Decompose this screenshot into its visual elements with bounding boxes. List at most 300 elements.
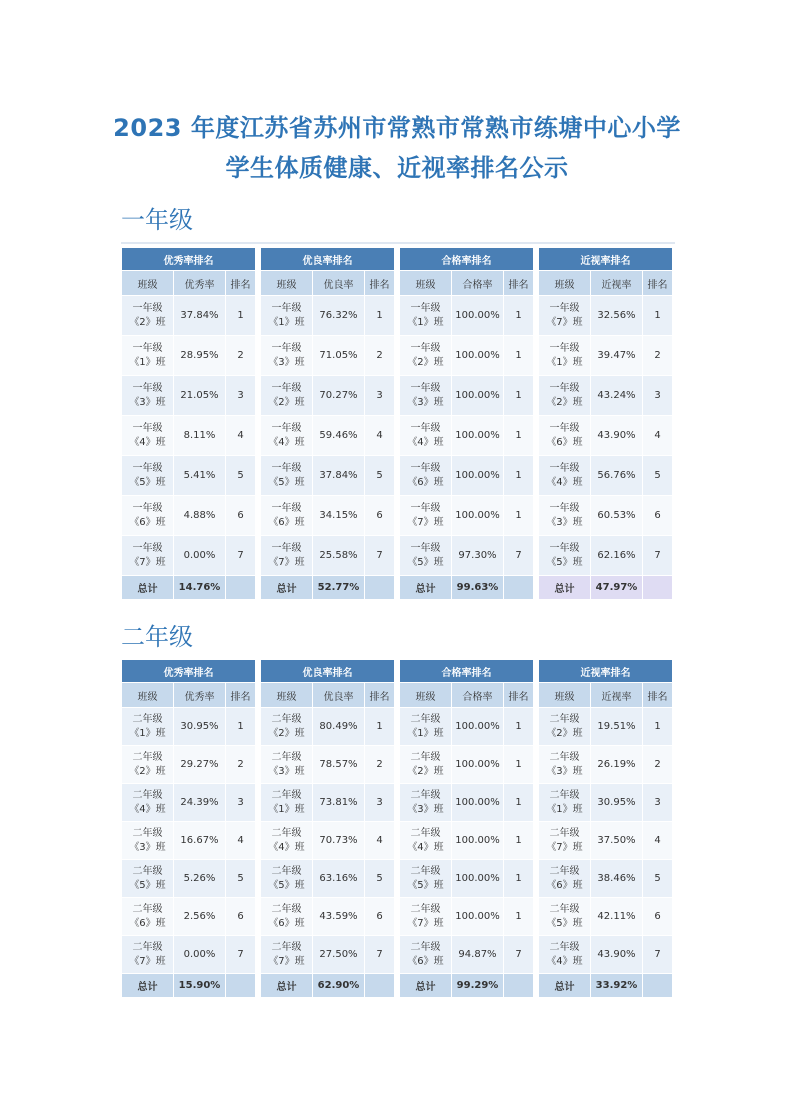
rank-cell: 1 [226, 708, 256, 746]
table-caption: 合格率排名 [400, 660, 534, 683]
table-row [400, 898, 534, 936]
rate-cell: 100.00% [452, 296, 504, 336]
page-title-line2: 学生体质健康、近视率排名公示 [225, 154, 569, 182]
class-cell: 二年级 《3》班 [122, 822, 174, 860]
total-empty [226, 576, 256, 600]
class-cell: 二年级 《4》班 [122, 784, 174, 822]
table-row [122, 416, 256, 456]
rank-cell: 1 [504, 784, 534, 822]
rank-cell: 2 [643, 746, 673, 784]
table-caption: 合格率排名 [400, 248, 534, 271]
total-row [539, 576, 673, 600]
class-cell: 一年级 《4》班 [122, 416, 174, 456]
rate-cell: 16.67% [174, 822, 226, 860]
rank-cell: 6 [643, 496, 673, 536]
table-row [400, 296, 534, 336]
class-cell: 一年级 《2》班 [122, 296, 174, 336]
table-row [400, 336, 534, 376]
rank-cell: 1 [643, 708, 673, 746]
rate-cell: 19.51% [591, 708, 643, 746]
class-cell: 二年级 《6》班 [122, 898, 174, 936]
rank-cell: 1 [504, 296, 534, 336]
class-cell: 一年级 《4》班 [400, 416, 452, 456]
table-caption: 优良率排名 [261, 660, 395, 683]
rank-table [260, 247, 395, 600]
rank-cell: 7 [226, 536, 256, 576]
total-empty [643, 974, 673, 998]
rate-cell: 100.00% [452, 746, 504, 784]
table-row [400, 936, 534, 974]
rate-cell: 8.11% [174, 416, 226, 456]
total-label: 总计 [539, 974, 591, 998]
class-cell: 一年级 《2》班 [400, 336, 452, 376]
rank-cell: 7 [365, 936, 395, 974]
rate-cell: 4.88% [174, 496, 226, 536]
class-cell: 一年级 《3》班 [261, 336, 313, 376]
class-cell: 二年级 《7》班 [400, 898, 452, 936]
total-label: 总计 [261, 576, 313, 600]
rank-cell: 7 [504, 936, 534, 974]
rank-cell: 7 [226, 936, 256, 974]
rate-cell: 100.00% [452, 496, 504, 536]
total-value: 47.97% [591, 576, 643, 600]
column-header: 班级 [400, 271, 452, 296]
rate-cell: 100.00% [452, 822, 504, 860]
class-cell: 二年级 《1》班 [261, 784, 313, 822]
rank-table [121, 247, 256, 600]
rate-cell: 70.27% [313, 376, 365, 416]
total-label: 总计 [400, 974, 452, 998]
class-cell: 二年级 《5》班 [539, 898, 591, 936]
total-value: 15.90% [174, 974, 226, 998]
grade-2-tables [121, 659, 675, 999]
class-cell: 一年级 《2》班 [261, 376, 313, 416]
rank-table [538, 659, 673, 998]
rank-cell: 1 [504, 860, 534, 898]
rank-cell: 4 [365, 822, 395, 860]
rank-cell: 1 [504, 746, 534, 784]
table-row [539, 746, 673, 784]
table-row [122, 336, 256, 376]
rank-cell: 5 [226, 860, 256, 898]
class-cell: 二年级 《1》班 [400, 708, 452, 746]
table-row [539, 708, 673, 746]
rate-cell: 2.56% [174, 898, 226, 936]
rank-cell: 1 [226, 296, 256, 336]
table-row [261, 336, 395, 376]
column-header: 优秀率 [174, 683, 226, 708]
rank-cell: 6 [365, 898, 395, 936]
column-header: 排名 [226, 683, 256, 708]
table-row [261, 784, 395, 822]
table-row [122, 784, 256, 822]
rank-cell: 5 [643, 456, 673, 496]
rank-table [121, 659, 256, 998]
column-header: 排名 [643, 271, 673, 296]
class-cell: 二年级 《6》班 [539, 860, 591, 898]
total-empty [643, 576, 673, 600]
rate-cell: 43.59% [313, 898, 365, 936]
rate-cell: 0.00% [174, 936, 226, 974]
class-cell: 二年级 《4》班 [400, 822, 452, 860]
table-row [539, 860, 673, 898]
total-label: 总计 [122, 974, 174, 998]
rate-cell: 100.00% [452, 898, 504, 936]
column-header: 班级 [261, 271, 313, 296]
rate-cell: 28.95% [174, 336, 226, 376]
rank-cell: 7 [504, 536, 534, 576]
table-row [400, 496, 534, 536]
table-row [122, 496, 256, 536]
rank-cell: 7 [643, 536, 673, 576]
column-header: 排名 [365, 271, 395, 296]
table-row [261, 496, 395, 536]
total-label: 总计 [261, 974, 313, 998]
table-caption: 优秀率排名 [122, 660, 256, 683]
class-cell: 一年级 《6》班 [400, 456, 452, 496]
rate-cell: 56.76% [591, 456, 643, 496]
column-header: 班级 [539, 271, 591, 296]
class-cell: 二年级 《2》班 [122, 746, 174, 784]
class-cell: 二年级 《5》班 [122, 860, 174, 898]
rate-cell: 60.53% [591, 496, 643, 536]
rank-table [538, 247, 673, 600]
rank-cell: 3 [226, 784, 256, 822]
rate-cell: 42.11% [591, 898, 643, 936]
table-row [122, 296, 256, 336]
rate-cell: 27.50% [313, 936, 365, 974]
rank-cell: 4 [643, 416, 673, 456]
table-caption: 优秀率排名 [122, 248, 256, 271]
column-header: 优秀率 [174, 271, 226, 296]
class-cell: 二年级 《2》班 [539, 708, 591, 746]
rate-cell: 100.00% [452, 708, 504, 746]
column-header: 近视率 [591, 271, 643, 296]
table-row [122, 860, 256, 898]
column-header: 排名 [643, 683, 673, 708]
class-cell: 一年级 《5》班 [400, 536, 452, 576]
table-row [261, 536, 395, 576]
column-header: 合格率 [452, 683, 504, 708]
rate-cell: 78.57% [313, 746, 365, 784]
rate-cell: 29.27% [174, 746, 226, 784]
rate-cell: 39.47% [591, 336, 643, 376]
total-value: 99.29% [452, 974, 504, 998]
class-cell: 一年级 《6》班 [261, 496, 313, 536]
rank-cell: 3 [643, 784, 673, 822]
table-row [261, 376, 395, 416]
rank-cell: 2 [226, 336, 256, 376]
class-cell: 一年级 《1》班 [400, 296, 452, 336]
table-row [539, 496, 673, 536]
column-header: 排名 [504, 683, 534, 708]
class-cell: 一年级 《6》班 [539, 416, 591, 456]
column-header: 优良率 [313, 683, 365, 708]
column-header: 排名 [504, 271, 534, 296]
rate-cell: 63.16% [313, 860, 365, 898]
table-row [261, 898, 395, 936]
rate-cell: 80.49% [313, 708, 365, 746]
rank-cell: 1 [504, 496, 534, 536]
table-row [539, 416, 673, 456]
grade-heading-1: 一年级 [121, 206, 193, 234]
rank-cell: 6 [643, 898, 673, 936]
total-row [539, 974, 673, 998]
rate-cell: 25.58% [313, 536, 365, 576]
rate-cell: 37.84% [313, 456, 365, 496]
class-cell: 二年级 《3》班 [539, 746, 591, 784]
total-empty [365, 576, 395, 600]
rank-cell: 6 [226, 496, 256, 536]
table-row [122, 536, 256, 576]
rate-cell: 24.39% [174, 784, 226, 822]
rank-table [260, 659, 395, 998]
table-row [400, 860, 534, 898]
class-cell: 一年级 《7》班 [261, 536, 313, 576]
rank-cell: 1 [504, 336, 534, 376]
table-row [122, 898, 256, 936]
total-row [122, 576, 256, 600]
total-row [261, 576, 395, 600]
column-header: 排名 [226, 271, 256, 296]
table-row [261, 936, 395, 974]
rank-cell: 5 [643, 860, 673, 898]
total-row [122, 974, 256, 998]
rate-cell: 0.00% [174, 536, 226, 576]
table-row [539, 336, 673, 376]
class-cell: 一年级 《3》班 [539, 496, 591, 536]
class-cell: 一年级 《3》班 [122, 376, 174, 416]
table-row [261, 416, 395, 456]
class-cell: 一年级 《4》班 [539, 456, 591, 496]
rate-cell: 32.56% [591, 296, 643, 336]
rank-cell: 6 [365, 496, 395, 536]
rank-cell: 3 [643, 376, 673, 416]
rank-cell: 4 [226, 822, 256, 860]
column-header: 班级 [400, 683, 452, 708]
column-header: 班级 [539, 683, 591, 708]
rate-cell: 71.05% [313, 336, 365, 376]
grade-1-tables [121, 242, 675, 609]
total-label: 总计 [122, 576, 174, 600]
column-header: 班级 [122, 271, 174, 296]
class-cell: 一年级 《1》班 [261, 296, 313, 336]
rate-cell: 100.00% [452, 416, 504, 456]
rate-cell: 100.00% [452, 376, 504, 416]
rate-cell: 100.00% [452, 860, 504, 898]
table-row [539, 296, 673, 336]
rate-cell: 100.00% [452, 336, 504, 376]
class-cell: 一年级 《7》班 [122, 536, 174, 576]
table-row [122, 708, 256, 746]
rate-cell: 76.32% [313, 296, 365, 336]
total-empty [504, 974, 534, 998]
rate-cell: 94.87% [452, 936, 504, 974]
rank-cell: 2 [226, 746, 256, 784]
total-value: 99.63% [452, 576, 504, 600]
column-header: 近视率 [591, 683, 643, 708]
rank-cell: 2 [365, 746, 395, 784]
table-row [261, 860, 395, 898]
total-label: 总计 [539, 576, 591, 600]
rate-cell: 100.00% [452, 456, 504, 496]
class-cell: 二年级 《4》班 [539, 936, 591, 974]
rate-cell: 21.05% [174, 376, 226, 416]
table-row [539, 456, 673, 496]
rank-cell: 7 [365, 536, 395, 576]
total-value: 14.76% [174, 576, 226, 600]
class-cell: 二年级 《7》班 [539, 822, 591, 860]
rank-cell: 6 [226, 898, 256, 936]
rate-cell: 43.24% [591, 376, 643, 416]
table-row [400, 746, 534, 784]
table-row [400, 822, 534, 860]
class-cell: 一年级 《3》班 [400, 376, 452, 416]
total-row [400, 974, 534, 998]
rank-cell: 1 [504, 456, 534, 496]
rank-cell: 1 [504, 898, 534, 936]
class-cell: 二年级 《7》班 [261, 936, 313, 974]
class-cell: 二年级 《1》班 [122, 708, 174, 746]
rate-cell: 100.00% [452, 784, 504, 822]
rate-cell: 59.46% [313, 416, 365, 456]
total-label: 总计 [400, 576, 452, 600]
rate-cell: 5.41% [174, 456, 226, 496]
rate-cell: 5.26% [174, 860, 226, 898]
rank-table [399, 659, 534, 998]
table-row [400, 784, 534, 822]
rank-cell: 7 [643, 936, 673, 974]
table-row [400, 456, 534, 496]
table-row [122, 822, 256, 860]
rank-cell: 1 [365, 708, 395, 746]
rate-cell: 37.84% [174, 296, 226, 336]
rank-cell: 1 [504, 708, 534, 746]
rate-cell: 43.90% [591, 936, 643, 974]
rank-cell: 1 [643, 296, 673, 336]
class-cell: 一年级 《1》班 [122, 336, 174, 376]
class-cell: 一年级 《7》班 [539, 296, 591, 336]
rate-cell: 26.19% [591, 746, 643, 784]
total-row [400, 576, 534, 600]
class-cell: 一年级 《5》班 [122, 456, 174, 496]
rank-cell: 5 [365, 860, 395, 898]
class-cell: 一年级 《6》班 [122, 496, 174, 536]
class-cell: 一年级 《2》班 [539, 376, 591, 416]
rate-cell: 62.16% [591, 536, 643, 576]
rank-cell: 3 [226, 376, 256, 416]
table-row [261, 822, 395, 860]
rate-cell: 34.15% [313, 496, 365, 536]
rate-cell: 70.73% [313, 822, 365, 860]
total-value: 62.90% [313, 974, 365, 998]
class-cell: 二年级 《2》班 [261, 708, 313, 746]
class-cell: 一年级 《4》班 [261, 416, 313, 456]
rank-cell: 1 [504, 416, 534, 456]
total-value: 52.77% [313, 576, 365, 600]
rate-cell: 37.50% [591, 822, 643, 860]
total-row [261, 974, 395, 998]
class-cell: 一年级 《7》班 [400, 496, 452, 536]
class-cell: 二年级 《1》班 [539, 784, 591, 822]
rate-cell: 97.30% [452, 536, 504, 576]
class-cell: 二年级 《7》班 [122, 936, 174, 974]
table-row [261, 456, 395, 496]
class-cell: 二年级 《5》班 [400, 860, 452, 898]
rank-cell: 2 [643, 336, 673, 376]
table-row [122, 376, 256, 416]
class-cell: 一年级 《1》班 [539, 336, 591, 376]
class-cell: 二年级 《3》班 [400, 784, 452, 822]
table-row [539, 376, 673, 416]
class-cell: 一年级 《5》班 [539, 536, 591, 576]
rank-cell: 4 [643, 822, 673, 860]
table-row [539, 898, 673, 936]
class-cell: 二年级 《6》班 [400, 936, 452, 974]
column-header: 合格率 [452, 271, 504, 296]
class-cell: 二年级 《2》班 [400, 746, 452, 784]
class-cell: 二年级 《5》班 [261, 860, 313, 898]
column-header: 班级 [261, 683, 313, 708]
rate-cell: 30.95% [591, 784, 643, 822]
table-row [539, 536, 673, 576]
table-row [539, 784, 673, 822]
rank-cell: 1 [365, 296, 395, 336]
rate-cell: 73.81% [313, 784, 365, 822]
table-row [122, 456, 256, 496]
class-cell: 二年级 《6》班 [261, 898, 313, 936]
rank-cell: 2 [365, 336, 395, 376]
table-caption: 近视率排名 [539, 660, 673, 683]
table-row [400, 376, 534, 416]
table-row [400, 536, 534, 576]
table-row [400, 708, 534, 746]
rank-cell: 5 [226, 456, 256, 496]
rank-cell: 4 [226, 416, 256, 456]
table-row [539, 822, 673, 860]
grade-heading-2: 二年级 [121, 623, 193, 651]
table-row [400, 416, 534, 456]
rank-cell: 5 [365, 456, 395, 496]
class-cell: 一年级 《5》班 [261, 456, 313, 496]
rate-cell: 30.95% [174, 708, 226, 746]
table-row [122, 746, 256, 784]
table-row [261, 708, 395, 746]
total-empty [365, 974, 395, 998]
total-empty [504, 576, 534, 600]
table-caption: 近视率排名 [539, 248, 673, 271]
total-value: 33.92% [591, 974, 643, 998]
table-row [261, 746, 395, 784]
rank-table [399, 247, 534, 600]
rank-cell: 1 [504, 376, 534, 416]
column-header: 班级 [122, 683, 174, 708]
table-row [261, 296, 395, 336]
page-title-line1: 2023 年度江苏省苏州市常熟市常熟市练塘中心小学 [113, 114, 681, 142]
class-cell: 二年级 《4》班 [261, 822, 313, 860]
rate-cell: 43.90% [591, 416, 643, 456]
rank-cell: 4 [365, 416, 395, 456]
rate-cell: 38.46% [591, 860, 643, 898]
total-empty [226, 974, 256, 998]
column-header: 优良率 [313, 271, 365, 296]
rank-cell: 3 [365, 784, 395, 822]
table-row [539, 936, 673, 974]
table-row [122, 936, 256, 974]
class-cell: 二年级 《3》班 [261, 746, 313, 784]
rank-cell: 3 [365, 376, 395, 416]
column-header: 排名 [365, 683, 395, 708]
